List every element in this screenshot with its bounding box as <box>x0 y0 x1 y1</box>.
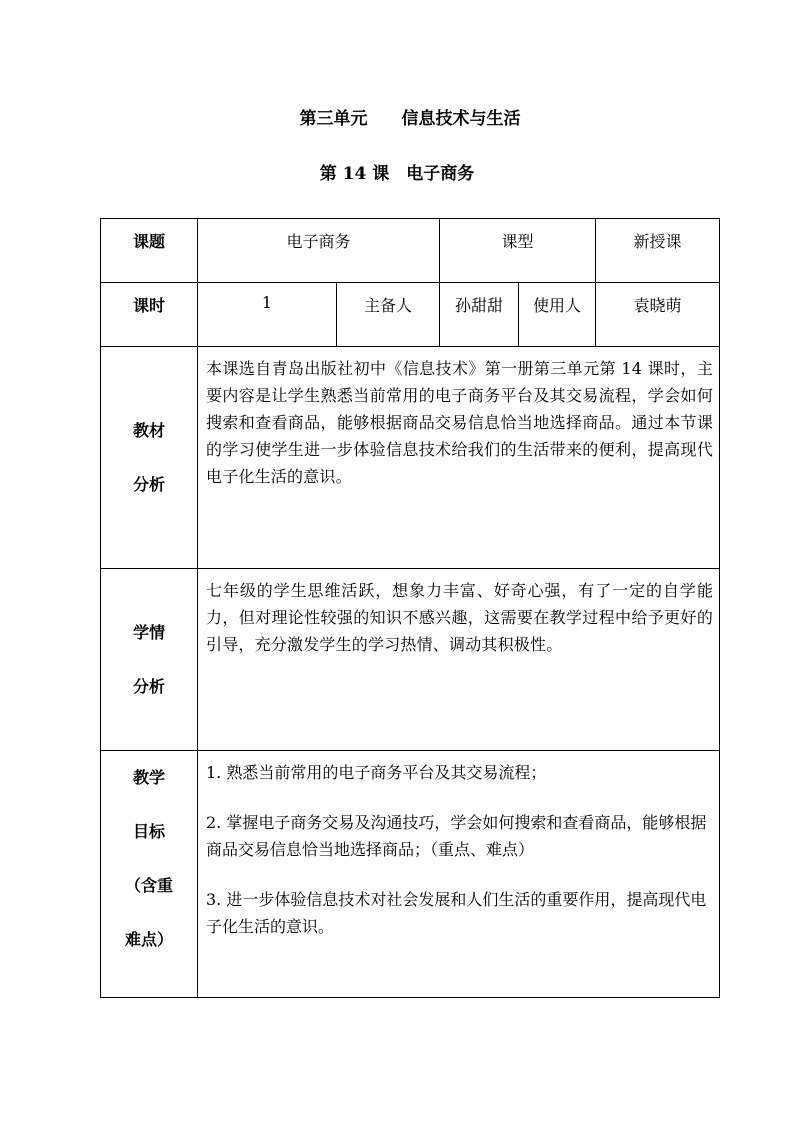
goals-label-line3: （含重 <box>124 876 173 895</box>
students-label-line2: 分析 <box>132 676 165 696</box>
hours-value: 1 <box>198 283 337 347</box>
hours-label: 课时 <box>101 283 198 347</box>
students-text: 七年级的学生思维活跃，想象力丰富、好奇心强，有了一定的自学能力，但对理论性较强的知识不感兴趣，这需要在教学过程中给予更好的引导，充分激发学生的学习热情、调动其积极性。 <box>206 581 714 654</box>
goal-item-3: 3. 进一步体验信息技术对社会发展和人们生活的重要作用，提高现代电子化生活的意识。 <box>206 890 707 936</box>
topic-value: 电子商务 <box>198 219 440 283</box>
students-label-cell <box>101 569 198 751</box>
goal-item-2: 2. 掌握电子商务交易及沟通技巧，学会如何搜索和查看商品，能够根据商品交易信息恰当地选择商品；（重点、难点） <box>206 813 707 859</box>
students-text-cell <box>198 569 720 751</box>
user-value: 袁晓萌 <box>596 283 720 347</box>
students-label-line1: 学情 <box>132 622 165 642</box>
table-row-goals <box>101 751 720 998</box>
material-label-line1: 教材 <box>132 420 165 440</box>
goals-label-line4: 难点） <box>124 930 173 949</box>
user-label: 使用人 <box>519 283 596 347</box>
table-row-material <box>101 347 720 569</box>
material-label-line2: 分析 <box>132 474 165 494</box>
material-label-cell <box>101 347 198 569</box>
type-label: 课型 <box>440 219 596 283</box>
goals-label-cell <box>101 751 198 998</box>
lesson-plan-table <box>100 218 720 998</box>
preparer-value: 孙甜甜 <box>440 283 519 347</box>
topic-label: 课题 <box>101 219 198 283</box>
goals-label-line2: 目标 <box>132 822 165 841</box>
table-row-students <box>101 569 720 751</box>
table-row-topic <box>101 219 720 283</box>
goals-text-cell <box>198 751 720 998</box>
type-value: 新授课 <box>596 219 720 283</box>
goal-item-1: 1. 熟悉当前常用的电子商务平台及其交易流程； <box>206 763 547 782</box>
lesson-title: 第 14 课 电子商务 <box>319 164 475 184</box>
table-row-hours <box>101 283 720 347</box>
material-text: 本课选自青岛出版社初中《信息技术》第一册第三单元第 14 课时，主要内容是让学生熟悉当前常用的电子商务平台及其交易流程，学会如何搜索和查看商品，能够根据商品交易信息恰当地选择商品。通过本节课的学习使学生进一步体验信息技术给我们的生活带来的便利，提高现代电子化生活的意识。 <box>206 359 714 486</box>
material-text-cell <box>198 347 720 569</box>
goals-label-line1: 教学 <box>132 768 165 787</box>
unit-title: 第三单元 信息技术与生活 <box>299 109 521 129</box>
preparer-label: 主备人 <box>337 283 440 347</box>
